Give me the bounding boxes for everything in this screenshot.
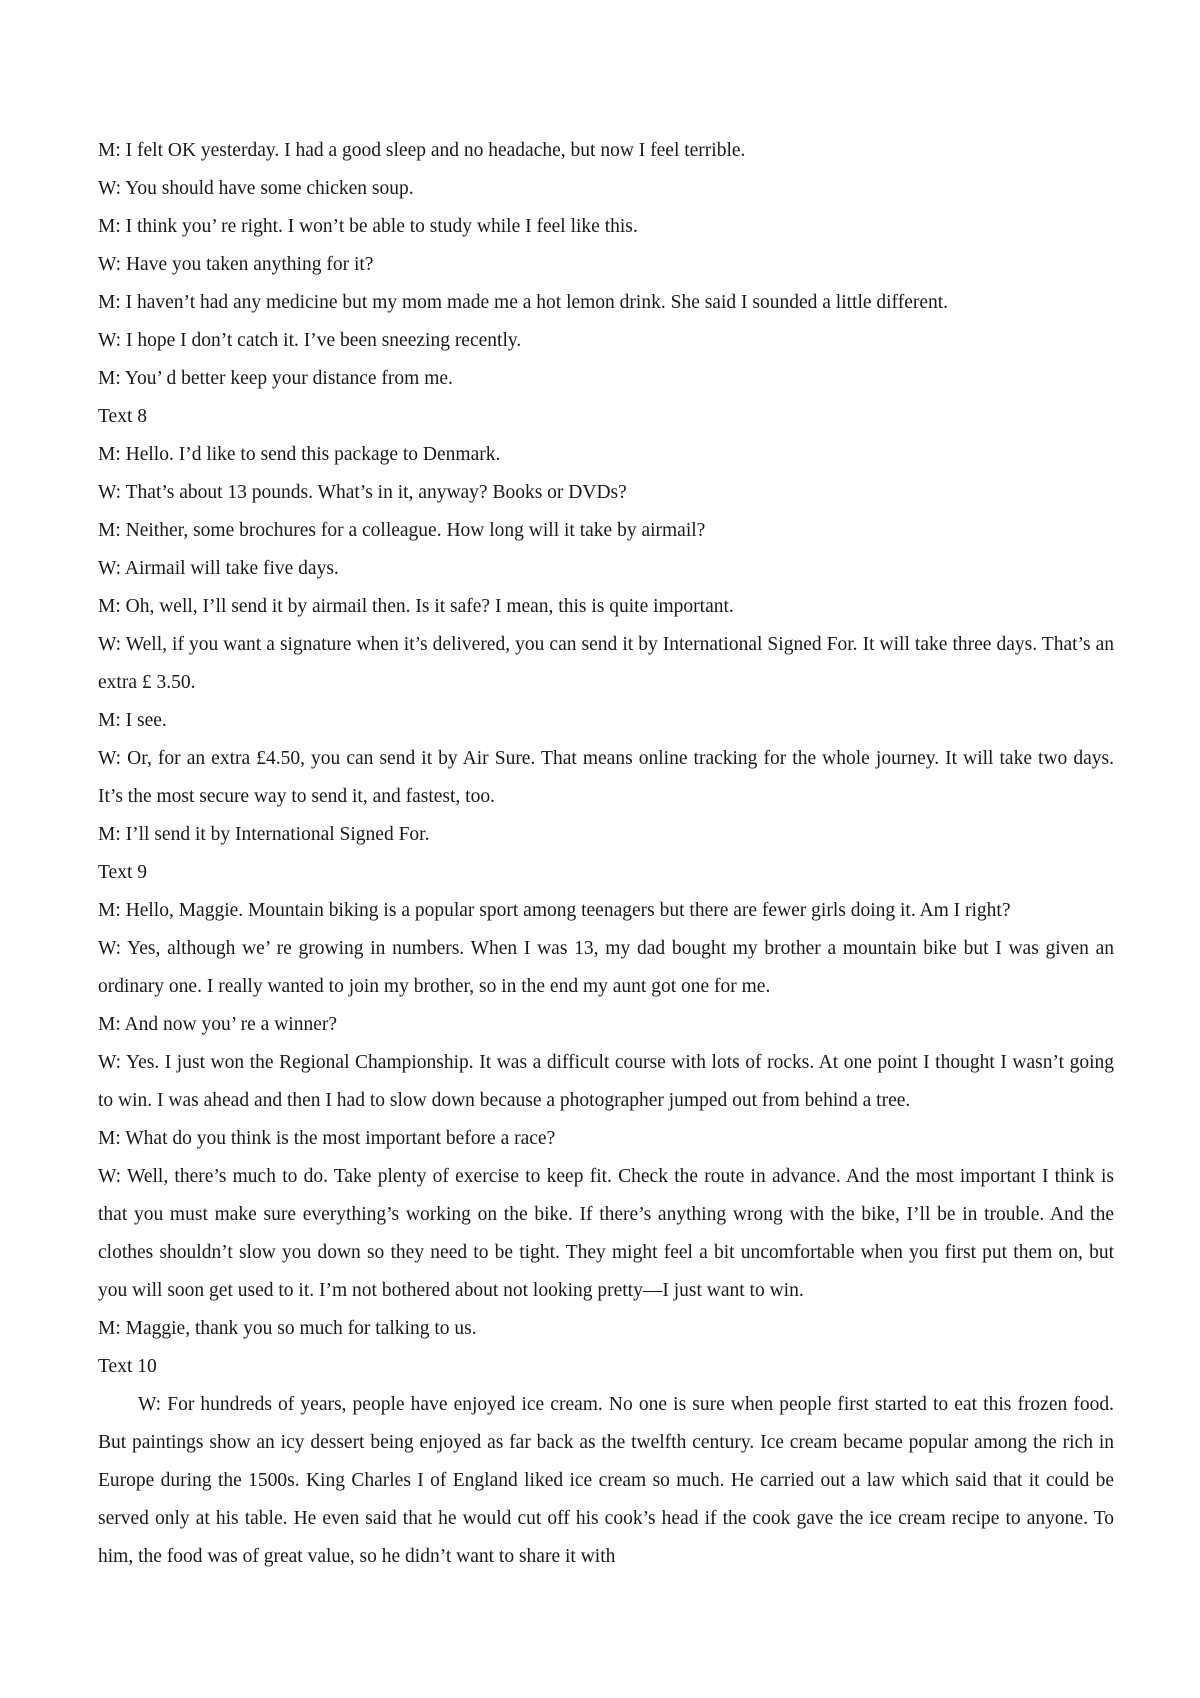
dialogue-line: M: Hello, Maggie. Mountain biking is a popular sport among teenagers but there are fewer girls doing it. Am I right? xyxy=(98,900,1011,921)
transcript-page xyxy=(98,132,1114,1576)
dialogue-line: M: Hello. I’d like to send this package to Denmark. xyxy=(98,444,501,465)
dialogue-line: M: I think you’ re right. I won’t be able to study while I feel like this. xyxy=(98,216,638,237)
dialogue-paragraph: W: Or, for an extra £4.50, you can send it by Air Sure. That means online tracking for the whole journey. It will take two days. It’s the most secure way to send it, and fastest, too. xyxy=(98,748,1114,807)
dialogue-line: M: I felt OK yesterday. I had a good sleep and no headache, but now I feel terrible. xyxy=(98,140,746,161)
dialogue-line: M: Oh, well, I’ll send it by airmail then. Is it safe? I mean, this is quite important. xyxy=(98,596,734,617)
dialogue-line: M: Neither, some brochures for a colleague. How long will it take by airmail? xyxy=(98,520,706,541)
dialogue-paragraph: W: Yes. I just won the Regional Championship. It was a difficult course with lots of rocks. At one point I thought I wasn’t going to win. I was ahead and then I had to slow down because a photographer jumped out from behind a tree. xyxy=(98,1052,1114,1111)
dialogue-line: W: You should have some chicken soup. xyxy=(98,178,414,199)
dialogue-line: M: I’ll send it by International Signed For. xyxy=(98,824,430,845)
dialogue-line: M: Maggie, thank you so much for talking to us. xyxy=(98,1318,477,1339)
dialogue-line: W: That’s about 13 pounds. What’s in it, anyway? Books or DVDs? xyxy=(98,482,627,503)
dialogue-line: W: Have you taken anything for it? xyxy=(98,254,374,275)
dialogue-line: M: What do you think is the most important before a race? xyxy=(98,1128,556,1149)
dialogue-line: M: And now you’ re a winner? xyxy=(98,1014,337,1035)
dialogue-line: M: You’ d better keep your distance from me. xyxy=(98,368,453,389)
section-heading-text-10: Text 10 xyxy=(98,1356,157,1377)
section-heading-text-9: Text 9 xyxy=(98,862,147,883)
dialogue-line: W: I hope I don’t catch it. I’ve been sneezing recently. xyxy=(98,330,522,351)
dialogue-line: W: Airmail will take five days. xyxy=(98,558,339,579)
dialogue-paragraph: W: Well, if you want a signature when it’s delivered, you can send it by International Signed For. It will take three days. That’s an extra £ 3.50. xyxy=(98,634,1114,693)
dialogue-paragraph: W: Yes, although we’ re growing in numbers. When I was 13, my dad bought my brother a mountain bike but I was given an ordinary one. I really wanted to join my brother, so in the end my aunt got one for me. xyxy=(98,938,1114,997)
dialogue-line: M: I see. xyxy=(98,710,167,731)
section-heading-text-8: Text 8 xyxy=(98,406,147,427)
dialogue-paragraph: W: Well, there’s much to do. Take plenty of exercise to keep fit. Check the route in advance. And the most important I think is that you must make sure everything’s working on the bike. If there’s anything wrong with the bike, I’ll be in trouble. And the clothes shouldn’t slow you down so they need to be tight. They might feel a bit uncomfortable when you first put them on, but you will soon get used to it. I’m not bothered about not looking pretty—I just want to win. xyxy=(98,1166,1114,1301)
monologue-paragraph: W: For hundreds of years, people have enjoyed ice cream. No one is sure when people first started to eat this frozen food. But paintings show an icy dessert being enjoyed as far back as the twelfth century. Ice cream became popular among the rich in Europe during the 1500s. King Charles I of England liked ice cream so much. He carried out a law which said that it could be served only at his table. He even said that he would cut off his cook’s head if the cook gave the ice cream recipe to anyone. To him, the food was of great value, so he didn’t want to share it with xyxy=(98,1394,1114,1567)
dialogue-line: M: I haven’t had any medicine but my mom made me a hot lemon drink. She said I sounded a little different. xyxy=(98,292,949,313)
